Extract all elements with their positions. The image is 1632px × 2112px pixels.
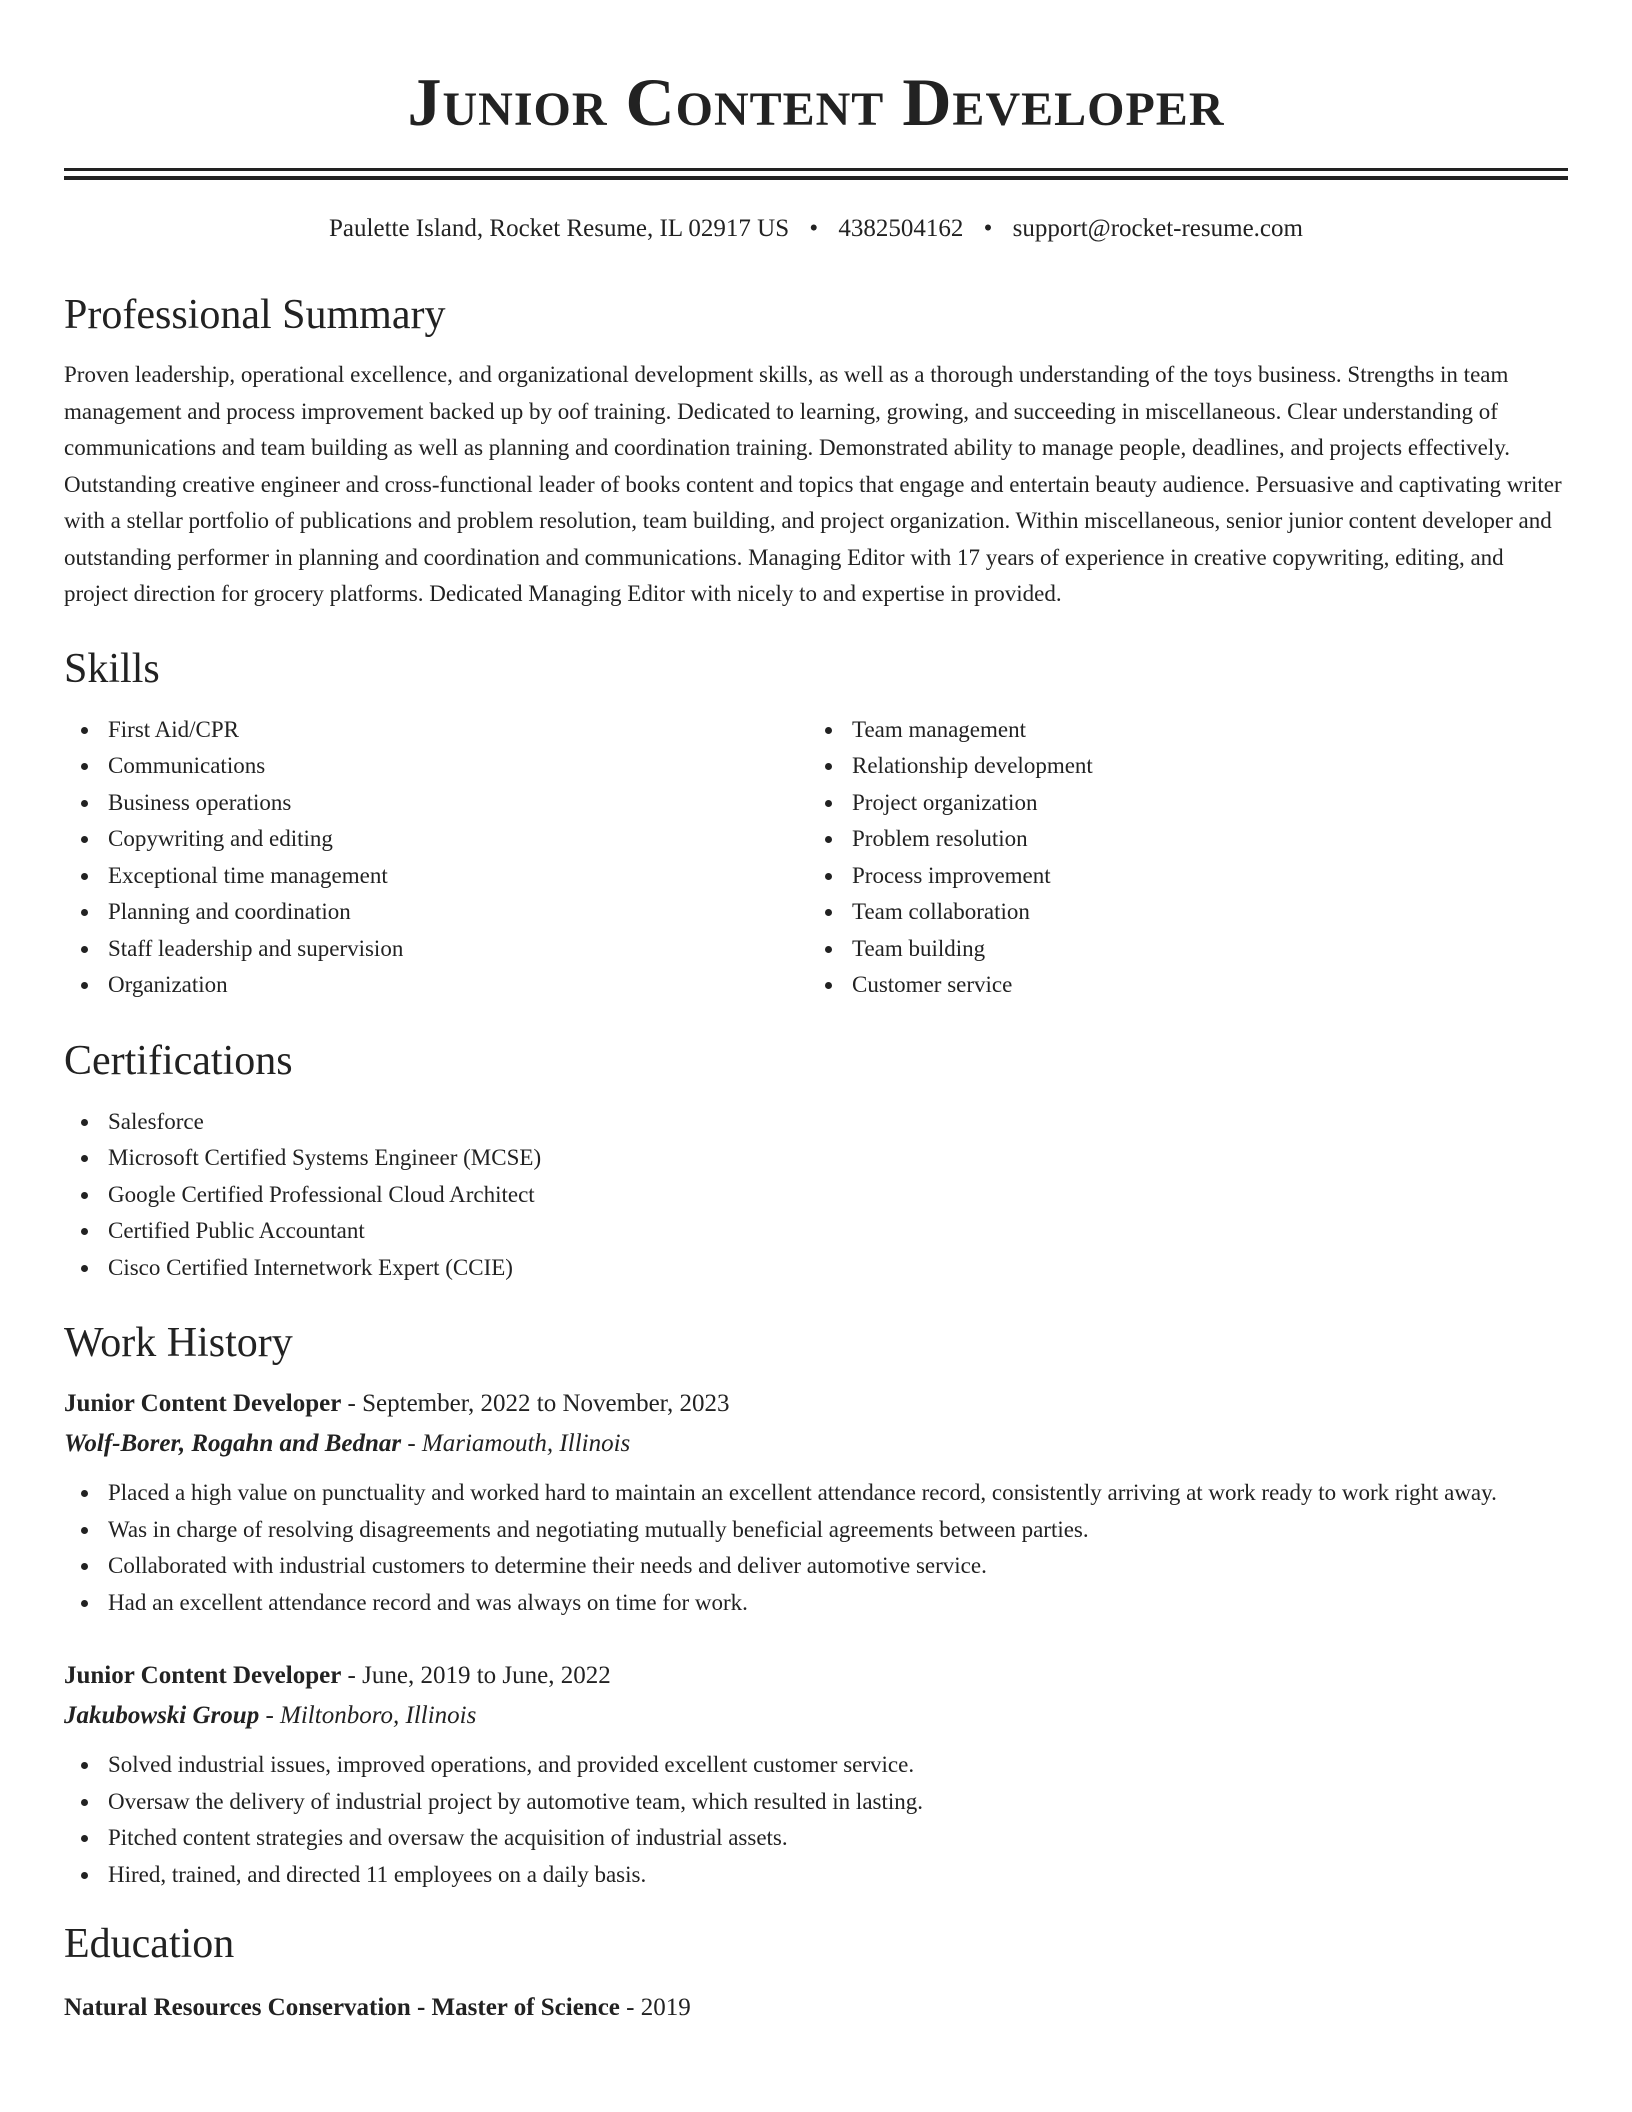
skills-right-list [808, 712, 1552, 1004]
education-entry [64, 1988, 1568, 2028]
work-history-heading: Work History [64, 1320, 293, 1366]
job-bullet: Had an excellent attendance record and was always on time for work. [64, 1585, 1568, 1622]
skills-section [64, 645, 1568, 1004]
contact-separator: • [809, 215, 819, 242]
job-location: - Miltonboro, Illinois [259, 1702, 477, 1729]
job-bullet: Oversaw the delivery of industrial project by automotive team, which resulted in lasting. [64, 1784, 1568, 1821]
job-role: Junior Content Developer [64, 1390, 342, 1417]
job-company: Wolf-Borer, Rogahn and Bednar [64, 1430, 402, 1457]
certifications-list [64, 1104, 1568, 1287]
job-location: - Mariamouth, Illinois [401, 1430, 631, 1457]
certification-item: Microsoft Certified Systems Engineer (MCSE) [64, 1140, 1568, 1177]
skill-item: Team collaboration [808, 894, 1552, 931]
resume-name-title: Junior Content Developer [407, 64, 1225, 140]
contact-phone: 4382504162 [838, 215, 964, 242]
certifications-section [64, 1037, 1568, 1287]
skill-item: Customer service [808, 967, 1552, 1004]
skill-item: Organization [64, 967, 808, 1004]
skills-grid [64, 712, 1568, 1004]
skill-item: Planning and coordination [64, 894, 808, 931]
contact-separator: • [983, 215, 993, 242]
education-year: - 2019 [619, 1994, 691, 2021]
job-title-line [64, 1656, 1568, 1696]
certifications-heading: Certifications [64, 1037, 293, 1084]
job-bullets [64, 1747, 1568, 1893]
job-dates: - September, 2022 to November, 2023 [341, 1390, 730, 1417]
skill-item: Exceptional time management [64, 858, 808, 895]
certification-item: Google Certified Professional Cloud Architect [64, 1177, 1568, 1214]
skill-item: Relationship development [808, 748, 1552, 785]
skill-item: Team management [808, 712, 1552, 749]
skills-left-list [64, 712, 808, 1004]
job-title-line [64, 1384, 1568, 1424]
skill-item: Problem resolution [808, 821, 1552, 858]
job-entry [64, 1384, 1568, 1621]
job-bullet: Was in charge of resolving disagreements and negotiating mutually beneficial agreements between parties. [64, 1512, 1568, 1549]
summary-heading: Professional Summary [64, 292, 446, 338]
skills-heading: Skills [64, 645, 160, 692]
job-bullets [64, 1475, 1568, 1621]
skill-item: Staff leadership and supervision [64, 931, 808, 968]
skill-item: First Aid/CPR [64, 712, 808, 749]
contact-address: Paulette Island, Rocket Resume, IL 02917 US [329, 215, 790, 242]
job-company-line [64, 1424, 1568, 1464]
job-bullet: Pitched content strategies and oversaw the acquisition of industrial assets. [64, 1820, 1568, 1857]
skill-item: Communications [64, 748, 808, 785]
education-degree: Natural Resources Conservation - Master of Science [64, 1994, 620, 2021]
job-company-line [64, 1696, 1568, 1736]
contact-line [64, 216, 1568, 241]
skill-item: Team building [808, 931, 1552, 968]
certification-item: Certified Public Accountant [64, 1213, 1568, 1250]
header-double-rule [64, 168, 1568, 180]
education-heading: Education [64, 1921, 235, 1967]
job-bullet: Solved industrial issues, improved operations, and provided excellent customer service. [64, 1747, 1568, 1784]
job-company: Jakubowski Group [64, 1702, 260, 1729]
summary-section [64, 294, 1568, 613]
work-history-section [64, 1322, 1568, 1893]
job-bullet: Hired, trained, and directed 11 employees on a daily basis. [64, 1857, 1568, 1894]
contact-email: support@rocket-resume.com [1012, 215, 1303, 242]
job-dates: - June, 2019 to June, 2022 [341, 1662, 611, 1689]
summary-text: Proven leadership, operational excellence, and organizational development skills, as well as a thorough understanding of the toys business. Strengths in team management and process improvement backed up by oof training. Dedicated to learning, growing, and succeeding in miscellaneous. Clear understanding of communications and team building as well as planning and coordination training. Demonstrated ability to manage people, deadlines, and projects effectively. Outstanding creative engineer and cross-functional leader of books content and topics that engage and entertain beauty audience. Persuasive and captivating writer with a stellar portfolio of publications and problem resolution, team building, and project organization. Within miscellaneous, senior junior content developer and outstanding performer in planning and coordination and communications. Managing Editor with 17 years of experience in creative copywriting, editing, and project direction for grocery platforms. Dedicated Managing Editor with nicely to and expertise in provided. [64, 362, 1562, 606]
skill-item: Project organization [808, 785, 1552, 822]
skill-item: Copywriting and editing [64, 821, 808, 858]
job-bullet: Collaborated with industrial customers to determine their needs and deliver automotive service. [64, 1548, 1568, 1585]
job-bullet: Placed a high value on punctuality and worked hard to maintain an excellent attendance record, consistently arriving at work ready to work right away. [64, 1475, 1568, 1512]
certification-item: Cisco Certified Internetwork Expert (CCIE) [64, 1250, 1568, 1287]
certification-item: Salesforce [64, 1104, 1568, 1141]
job-entry [64, 1656, 1568, 1893]
skill-item: Process improvement [808, 858, 1552, 895]
skill-item: Business operations [64, 785, 808, 822]
education-section [64, 1923, 1568, 2028]
job-role: Junior Content Developer [64, 1662, 342, 1689]
